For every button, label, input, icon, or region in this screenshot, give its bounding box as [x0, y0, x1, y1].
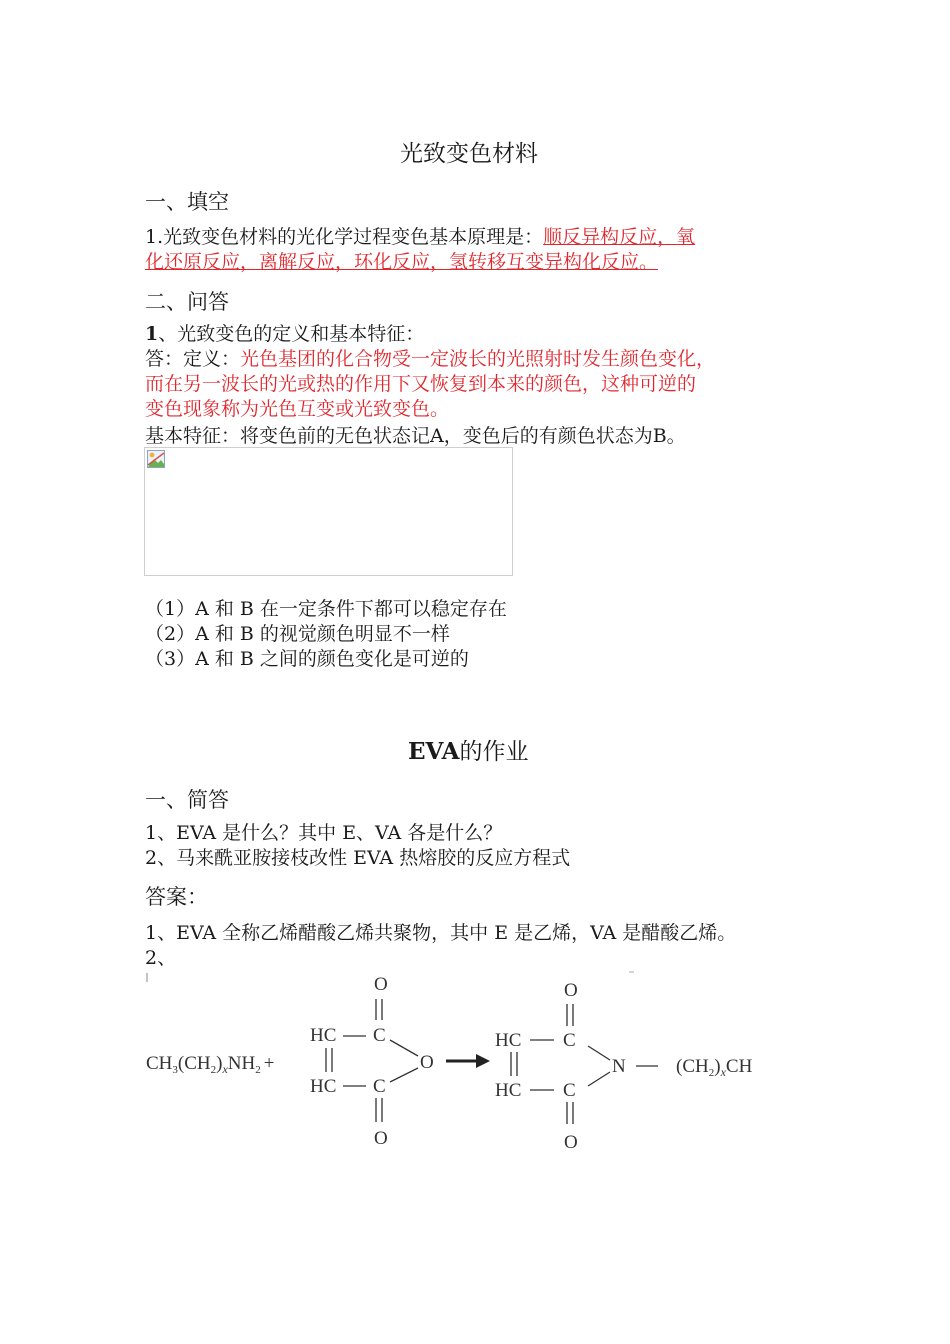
fill-answer-part2: 化还原反应，离解反应，环化反应，氢转移互变异构化反应。: [145, 251, 659, 273]
svg-text:C: C: [373, 1025, 386, 1046]
svg-text:C: C: [563, 1030, 576, 1051]
amine-reactant: [146, 1053, 274, 1076]
qa-question: [145, 322, 424, 347]
doc2-title: [408, 733, 528, 766]
svg-text:HC: HC: [310, 1076, 337, 1097]
feature-intro: 基本特征：将变色前的无色状态记A，变色后的有颜色状态为B。: [145, 425, 686, 447]
feature-item-2: （2）A 和 B 的视觉颜色明显不一样: [145, 623, 450, 645]
svg-text:O: O: [374, 974, 388, 995]
qa-answer-line1: [145, 347, 715, 372]
doc1-section-fill-blank: 一、填空: [145, 190, 229, 214]
image-placeholder: [144, 447, 513, 576]
maleimide-grafting-reaction-diagram: [140, 968, 800, 1158]
qa-answer-line3: 变色现象称为光色互变或光致变色。: [145, 398, 450, 420]
fill-question-line1: [145, 225, 695, 250]
svg-text:CH3(CH2)xNH2+: $CH_3(CH_2)_xNH_2$ +: [146, 1053, 275, 1076]
doc2-title-eva: EVA: [408, 738, 460, 765]
feature-item-3: （3）A 和 B 之间的颜色变化是可逆的: [145, 648, 469, 670]
svg-text:(CH2)xCH: $(CH_2)_xCH$: [676, 1056, 753, 1079]
qa-answer-label: 答：定义：: [145, 348, 241, 370]
svg-text:O: O: [374, 1128, 388, 1149]
svg-text:O: O: [564, 1132, 578, 1153]
eva-question-2: 2、马来酰亚胺接枝改性 EVA 热熔胶的反应方程式: [145, 847, 571, 869]
svg-text:HC: HC: [495, 1030, 522, 1051]
eva-answer-1: 1、EVA 全称乙烯醋酸乙烯共聚物，其中 E 是乙烯，VA 是醋酸乙烯。: [145, 922, 737, 944]
svg-text:HC: HC: [310, 1025, 337, 1046]
fill-question-line2: [145, 250, 658, 275]
svg-text:O: O: [564, 980, 578, 1001]
broken-image-icon: [147, 450, 165, 468]
eva-answer-label: 答案：: [145, 885, 208, 909]
svg-text:N: N: [612, 1056, 626, 1077]
fill-question-prefix: 1.光致变色材料的光化学过程变色基本原理是：: [145, 226, 544, 248]
qa-answer-text1: 光色基团的化合物受一定波长的光照射时发生颜色变化，: [240, 348, 716, 370]
doc1-title: 光致变色材料: [400, 141, 538, 167]
eva-question-1: 1、EVA 是什么？其中 E、VA 各是什么？: [145, 822, 503, 844]
fill-answer-part1: 顺反异构反应，氧: [543, 226, 696, 248]
doc1-section-qa: 二、问答: [145, 290, 229, 314]
qa-question-number: 1: [145, 323, 159, 345]
svg-text:O: O: [420, 1052, 434, 1073]
doc2-title-rest: 的作业: [459, 739, 529, 765]
svg-text:C: C: [563, 1080, 576, 1101]
reaction-arrow: [446, 1054, 490, 1068]
qa-answer-line2: 而在另一波长的光或热的作用下又恢复到本来的颜色，这种可逆的: [145, 373, 697, 395]
svg-text:HC: HC: [495, 1080, 522, 1101]
svg-text:C: C: [373, 1076, 386, 1097]
maleimide-product: [495, 980, 753, 1153]
qa-question-text: 、光致变色的定义和基本特征：: [158, 323, 425, 345]
feature-item-1: （1）A 和 B 在一定条件下都可以稳定存在: [145, 598, 507, 620]
eva-answer-2-number: 2、: [145, 947, 177, 969]
doc2-section-short-answer: 一、简答: [145, 788, 229, 812]
maleic-anhydride: [310, 974, 434, 1149]
